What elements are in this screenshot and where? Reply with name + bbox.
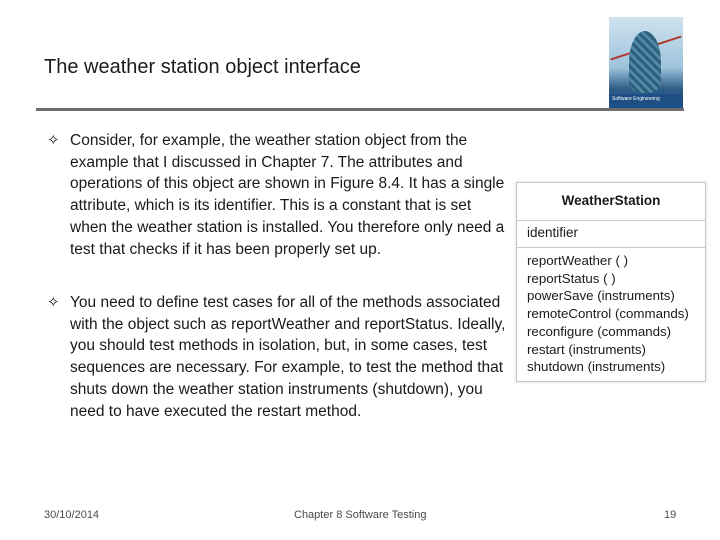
- bullet-diamond-icon: ✧: [47, 294, 60, 311]
- uml-operation: remoteControl (commands): [527, 306, 689, 322]
- slide-title: The weather station object interface: [44, 56, 361, 78]
- bullet-text: Consider, for example, the weather station object from the example that I discussed in Chapter 7. The attributes and operations of this object are shown in Figure 8.4. It has a single attribute, which is its identifier. This is a constant that is set when the weather station is installed. You therefore only need a test that checks if it has been properly set up.: [70, 132, 505, 258]
- footer-chapter: Chapter 8 Software Testing: [294, 509, 427, 521]
- uml-operation: restart (instruments): [527, 341, 646, 357]
- uml-operation: shutdown (instruments): [527, 359, 666, 375]
- book-cover-caption: Software Engineering: [609, 94, 683, 109]
- title-divider: [36, 108, 684, 111]
- uml-class-name: WeatherStation: [517, 183, 705, 221]
- footer-date: 30/10/2014: [44, 509, 100, 521]
- bullet-diamond-icon: ✧: [47, 132, 60, 149]
- uml-operation: reconfigure (commands): [527, 323, 672, 339]
- uml-compartment-divider: [517, 247, 705, 248]
- uml-operation: powerSave (instruments): [527, 288, 675, 304]
- bullet-item: [48, 130, 508, 260]
- uml-operations-list: [527, 252, 689, 376]
- book-cover-image: [609, 17, 683, 109]
- uml-operation: reportWeather ( ): [527, 253, 628, 268]
- bullet-text: You need to define test cases for all of the methods associated with the object such as reportWeather and reportStatus. Ideally, you should test methods in isolation, but, in some cases, test sequences are necessary. For example, to test the method that shuts down the weather station instruments (shutdown), you need to have executed the restart method.: [70, 294, 506, 420]
- uml-attribute: identifier: [527, 225, 579, 240]
- uml-operation: reportStatus ( ): [527, 270, 616, 286]
- bullet-item: [48, 292, 508, 422]
- tower-graphic: [629, 31, 661, 93]
- uml-class-diagram: [516, 182, 706, 382]
- footer-page-number: 19: [664, 509, 677, 521]
